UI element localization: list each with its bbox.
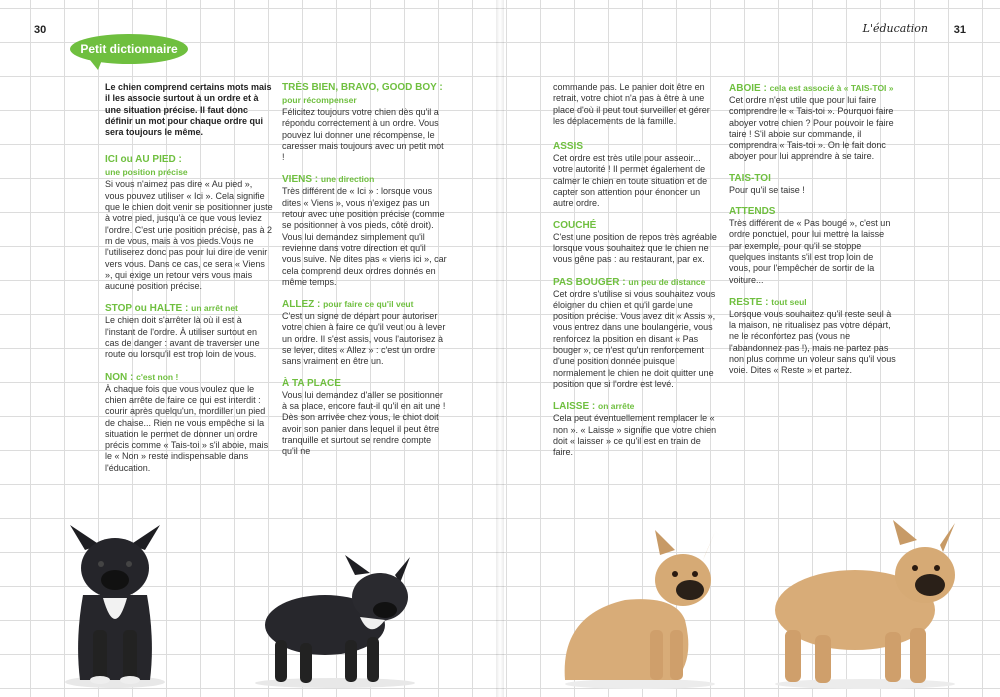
entry-ici	[105, 154, 273, 292]
entry-text: Cet ordre s'utilise si vous souhaitez vous éloigner du chien et qu'il garde une position précise. Vous avez dit « Assis », vous entrez dans une boulangerie, vous renforcez la position en disant « Pas bouger », ce n'est qu'un renforcement d'une position donnée puisque normalement le chien ne doit quitter une position que si l'ordre est levé.	[553, 288, 716, 389]
entry-text: C'est une position de repos très agréable lorsque vous souhaitez que le chien ne vous gêne pas : au restaurant, par ex.	[553, 231, 717, 265]
entry-title: TRÈS BIEN, BRAVO, GOOD BOY : pour récompenser	[282, 82, 443, 105]
entry-aboie	[729, 82, 897, 163]
page-gutter	[496, 0, 504, 697]
fawn-bulldog-sitting-image	[555, 530, 725, 690]
entry-text: Lorsque vous souhaitez qu'il reste seul à la maison, ne ritualisez pas votre départ, ne le réconfortez pas (vous ne l'abandonnez pas !), mais ne partez pas non plus comme un voleur sans qu'il vous voie. Dites « Reste » et partez.	[729, 308, 896, 376]
entry-title: À TA PLACE	[282, 377, 341, 389]
text-column-1	[105, 82, 273, 484]
entry-couche	[553, 220, 719, 266]
entry-title: ASSIS	[553, 141, 584, 153]
entry-title: ALLEZ : pour faire ce qu'il veut	[282, 299, 414, 311]
entry-text: C'est un signe de départ pour autoriser votre chien à faire ce qu'il veut ou à lever un ordre. Il s'est assis, vous l'autorisez à se lever, dites « Allez » : c'est un ordre sans vraiment en être un.	[282, 311, 446, 367]
entry-stop	[105, 302, 273, 360]
entry-title: STOP ou HALTE : un arrêt net	[105, 303, 238, 315]
entry-non	[105, 371, 273, 474]
entry-title: RESTE : tout seul	[729, 296, 807, 308]
entry-text: Cela peut éventuellement remplacer le « non ». « Laisse » signifie que votre chien doit « laisser » ce qu'il est en train de faire.	[553, 413, 717, 458]
fawn-bulldog-standing-image	[765, 520, 965, 690]
dictionary-title-bubble	[70, 34, 188, 64]
entry-title: VIENS : une direction	[282, 174, 375, 186]
entry-text: Très différent de « Pas bougé », c'est un ordre ponctuel, pour lui mettre la laisse par exemple, pour qu'il se stoppe quelques instants s'il est trop loin de vous, pour l'empêcher de sortir de la voiture...	[729, 218, 891, 285]
entry-text: Cet ordre est très utile pour asseoir... votre autorité ! Il permet également de calmer le chien en toute situation et de capter son attention pour énoncer un autre ordre.	[553, 153, 708, 209]
entry-pas-bouger	[553, 276, 719, 391]
entry-title: NON : c'est non !	[105, 371, 179, 383]
entry-title: PAS BOUGER : un peu de distance	[553, 276, 706, 288]
entry-title: TAIS-TOI	[729, 172, 771, 184]
entry-a-ta-place	[282, 378, 447, 458]
entry-allez	[282, 298, 447, 367]
entry-text: Très différent de « Ici » : lorsque vous dites « Viens », vous n'exigez pas un retour avec une position précise (comme se positionner à vos pieds, côté droit). Vous lui demandez simplement qu'il revienne dans votre direction et qu'il vous suive. Ne dites pas « viens ici », car cela comprend deux ordres donnés en même temps.	[282, 186, 447, 287]
text-column-3	[553, 82, 719, 468]
entry-text: Le chien doit s'arrêter là où il est à l'instant de l'ordre. À utiliser surtout en cas de danger : avant de traverser une route ou lorsqu'il est trop loin de vous.	[105, 315, 260, 360]
entry-text: Cet ordre n'est utile que pour lui faire comprendre le « Tais-toi ». Pourquoi faire aboyer votre chien ? Pour pouvoir le faire taire ! S'il aboie sur commande, il comprendra « Tais-toi ». On le fait donc aboyer pour lui apprendre à se taire.	[729, 95, 894, 162]
entry-viens	[282, 173, 447, 288]
entry-reste	[729, 296, 897, 377]
black-bulldog-puppy-standing-image	[245, 555, 425, 690]
section-title: L'éducation	[862, 22, 928, 35]
entry-assis	[553, 141, 719, 209]
entry-text: Pour qu'il se taise !	[729, 184, 805, 195]
black-bulldog-puppy-sitting-image	[55, 520, 175, 690]
entry-attends	[729, 206, 897, 286]
entry-tres-bien	[282, 82, 447, 163]
entry-title: ICI ou AU PIED : une position précise	[105, 154, 188, 178]
entry-title: COUCHÉ	[553, 219, 597, 231]
page-number-right: 31	[953, 24, 966, 36]
entry-text: Si vous n'aimez pas dire « Au pied », vous pouvez utiliser « Ici ». Cela signifie que le chien doit venir se positionner juste à votre pied, jusqu'à ce que vous leviez l'ordre. C'est une position précise, pas à 2 m de vous, mais à vos pieds.Vous ne l'utiliserez donc pas pour lui dire de venir vers vous. Dans ce cas, ce sera « Viens », qui exige un retour vers vous mais aucune position précise.	[105, 179, 273, 292]
entry-text: À chaque fois que vous voulez que le chien arrête de faire ce qui est interdit : courir après quelqu'un, mordiller un pied de chaise... Rien ne vous empêche si la situation le permet de donner un ordre précis comme « Tais-toi » s'il aboie, mais le « Non » reste indispensable dans l'éducation.	[105, 383, 269, 473]
dictionary-title: Petit dictionnaire	[80, 42, 178, 56]
entry-text: Félicitez toujours votre chien dès qu'il a répondu correctement à un ordre. Vous pouvez lui donner une récompense, le caresser mais toujours avec un petit mot !	[282, 107, 444, 163]
entry-title: ABOIE : cela est associé à « TAIS-TOI »	[729, 83, 894, 94]
entry-title: LAISSE : on arrête	[553, 401, 635, 413]
text-column-2	[282, 82, 447, 467]
entry-continuation: commande pas. Le panier doit être en retrait, votre chiot n'a pas à être à une place d'où il peut tout surveiller et gérer les déplacements de la famille.	[553, 82, 710, 126]
entry-text: Vous lui demandez d'aller se positionner à sa place, encore faut-il qu'il en ait une ! Dès son arrivée chez vous, le chiot doit avoir son panier dans lequel il peut être tranquille et surtout se rendre compte qu'il ne	[282, 389, 446, 457]
entry-laisse	[553, 400, 719, 458]
page-number-left: 30	[34, 24, 47, 36]
intro-text: Le chien comprend certains mots mais il les associe surtout à un ordre et à une situation précise. Il faut donc définir un mot pour chaque ordre qui sera toujours le même.	[105, 82, 272, 138]
entry-title: ATTENDS	[729, 206, 776, 218]
text-column-4	[729, 82, 897, 387]
entry-tais-toi	[729, 173, 897, 196]
